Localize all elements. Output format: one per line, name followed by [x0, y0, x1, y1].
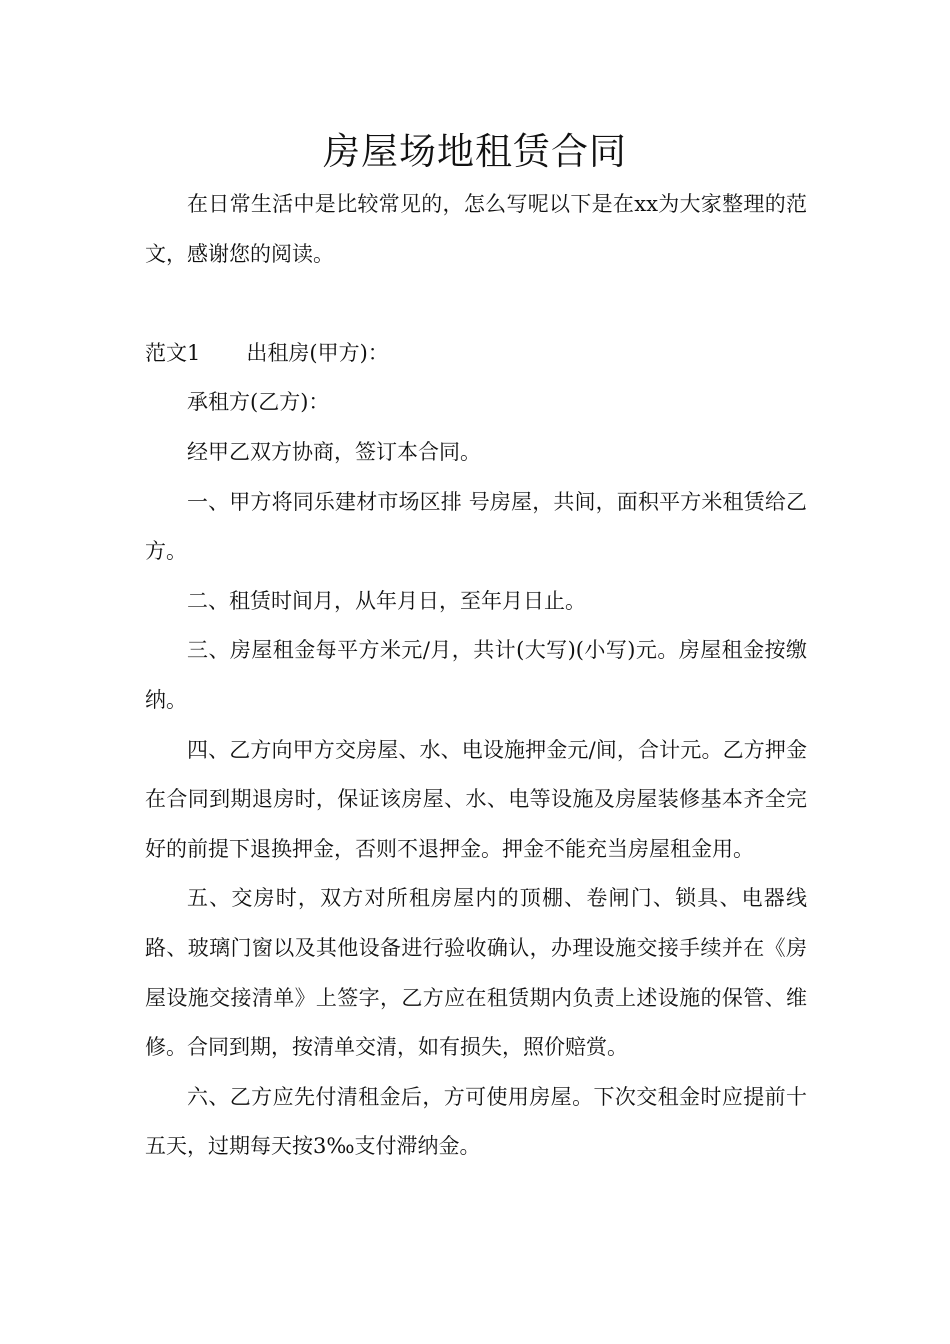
- agreement-line: 经甲乙双方协商，签订本合同。: [187, 439, 481, 464]
- clause-3: 三、房屋租金每平方米元/月，共计(大写)(小写)元。房屋租金按缴纳。: [145, 638, 807, 712]
- lessor-label: 出租房(甲方)：: [246, 340, 389, 365]
- document-title: 房屋场地租赁合同: [323, 130, 627, 173]
- clause-6: 六、乙方应先付清租金后，方可使用房屋。下次交租金时应提前十五天，过期每天按3‰支付滞纳金。: [145, 1084, 807, 1159]
- lessee-line: 承租方(乙方)：: [187, 390, 330, 415]
- blank-line: [145, 279, 807, 329]
- clause-4: 四、乙方向甲方交房屋、水、电设施押金元/间，合计元。乙方押金在合同到期退房时，保证该房屋、水、电等设施及房屋装修基本齐全完好的前提下退换押金，否则不退押金。押金不能充当房屋租金用。: [145, 737, 807, 861]
- document-body: [145, 180, 807, 1172]
- clause-5: 五、交房时，双方对所租房屋内的顶棚、卷闸门、锁具、电器线路、玻璃门窗以及其他设备进行验收确认，办理设施交接手续并在《房屋设施交接清单》上签字，乙方应在租赁期内负责上述设施的保管、维修。合同到期，按清单交清，如有损失，照价赔赏。: [145, 886, 807, 1060]
- clause-1: 一、甲方将同乐建材市场区排 号房屋，共间，面积平方米租赁给乙方。: [145, 489, 807, 564]
- intro-paragraph: 在日常生活中是比较常见的，怎么写呢以下是在xx为大家整理的范文，感谢您的阅读。: [145, 192, 807, 266]
- clause-2: 二、租赁时间月，从年月日，至年月日止。: [187, 588, 586, 613]
- lessor-line: [145, 329, 807, 379]
- sample-label: 范文1: [145, 340, 201, 365]
